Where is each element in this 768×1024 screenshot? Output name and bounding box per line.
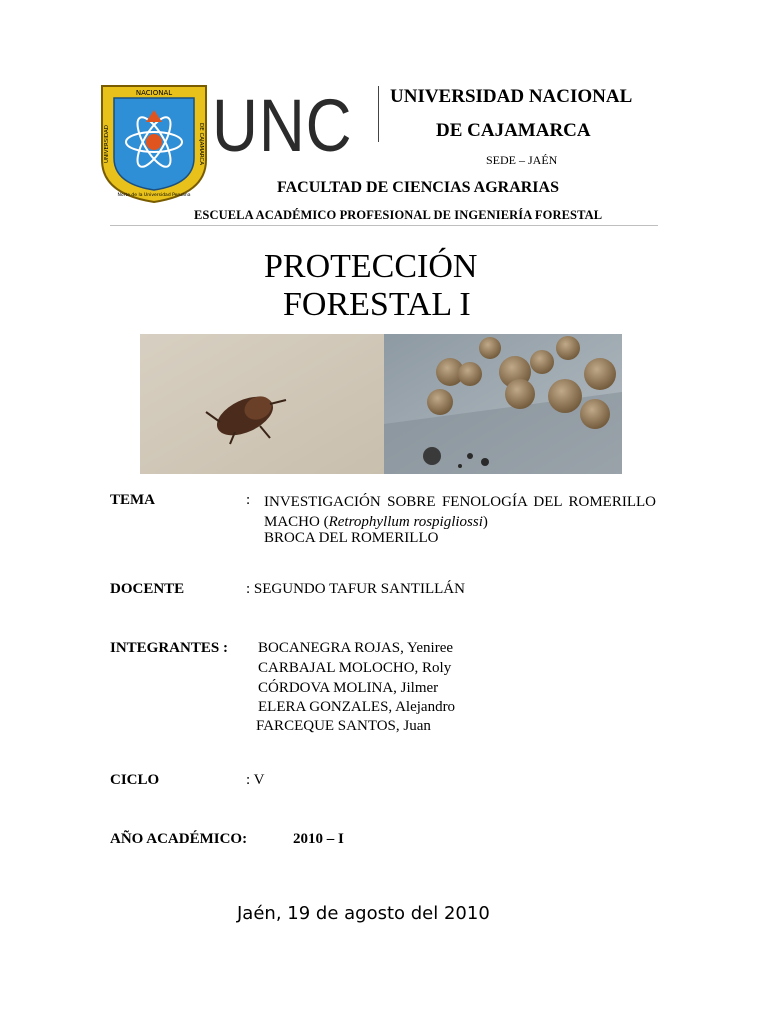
document-title-line1: PROTECCIÓN xyxy=(264,248,478,285)
unc-logo-text: UNC xyxy=(212,84,353,167)
seeds-photo xyxy=(384,334,622,474)
integrante-item: BOCANEGRA ROJAS, Yeniree xyxy=(258,640,454,656)
docente-label: DOCENTE xyxy=(110,581,185,597)
document-title-line2: FORESTAL I xyxy=(283,286,471,323)
ciclo-value: : V xyxy=(246,772,265,788)
school-name: ESCUELA ACADÉMICO PROFESIONAL DE INGENIERÍA FORESTAL xyxy=(194,208,603,222)
cover-photos xyxy=(140,334,622,474)
university-name-line1: UNIVERSIDAD NACIONAL xyxy=(390,86,633,107)
university-seal-logo xyxy=(98,82,210,204)
ano-academico-label: AÑO ACADÉMICO: xyxy=(110,831,248,847)
beetle-photo xyxy=(140,334,384,474)
seal-text-top: NACIONAL xyxy=(135,89,173,97)
seal-text-left: UNIVERSIDAD xyxy=(104,124,110,164)
tema-subtopic: BROCA DEL ROMERILLO xyxy=(264,530,439,546)
integrantes-label: INTEGRANTES : xyxy=(110,640,228,656)
integrante-item: CÓRDOVA MOLINA, Jilmer xyxy=(258,680,439,696)
seal-text-bottom: Norte de la Universidad Peruana xyxy=(117,193,191,198)
tema-label: TEMA xyxy=(110,492,155,508)
tema-text-main: INVESTIGACIÓN SOBRE FENOLOGÍA DEL ROMERILLO MACHO ( xyxy=(264,494,656,530)
integrante-item: CARBAJAL MOLOCHO, Roly xyxy=(258,660,452,676)
tema-species-name: Retrophyllum rospigliossi xyxy=(328,514,483,530)
seal-text-right: DE CAJAMARCA xyxy=(198,122,204,166)
header-rule xyxy=(110,225,658,226)
header-divider xyxy=(378,86,379,142)
integrante-item: ELERA GONZALES, Alejandro xyxy=(258,699,456,715)
docente-value: : SEGUNDO TAFUR SANTILLÁN xyxy=(246,581,465,597)
faculty-name: FACULTAD DE CIENCIAS AGRARIAS xyxy=(277,179,559,196)
university-name-line2: DE CAJAMARCA xyxy=(436,120,591,141)
ano-academico-value: 2010 – I xyxy=(293,831,344,847)
tema-colon: : xyxy=(246,492,251,508)
tema-value xyxy=(264,492,656,532)
integrante-item: FARCEQUE SANTOS, Juan xyxy=(256,718,431,734)
campus-label: SEDE – JAÉN xyxy=(486,153,558,167)
tema-text-close: ) xyxy=(482,514,488,530)
ciclo-label: CICLO xyxy=(110,772,160,788)
place-and-date: Jaén, 19 de agosto del 2010 xyxy=(237,903,490,924)
